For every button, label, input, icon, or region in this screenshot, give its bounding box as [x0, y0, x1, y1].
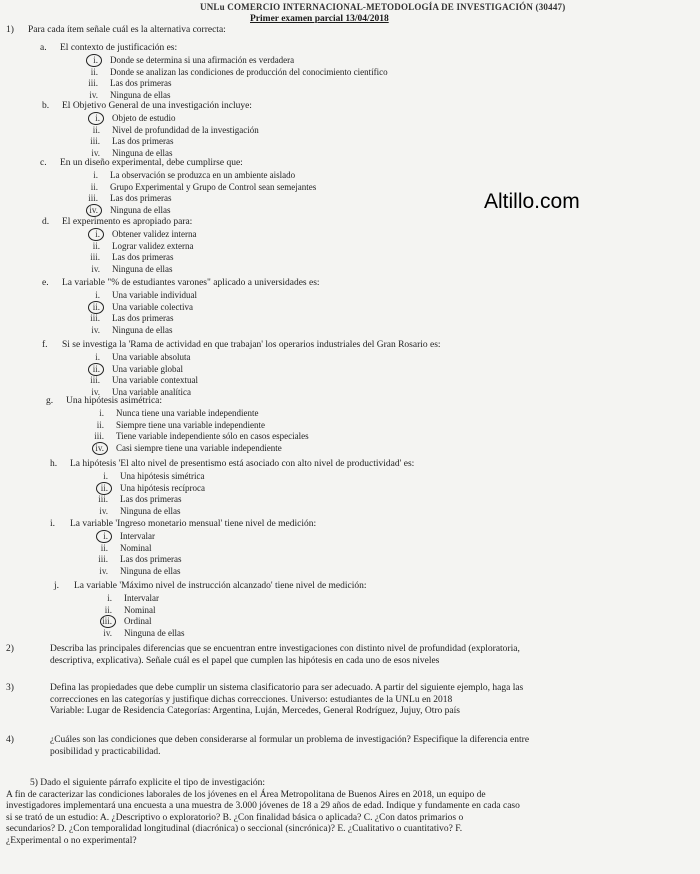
answer-mark-circle [86, 54, 102, 67]
q1-option-roman: iii. [98, 494, 108, 504]
q1-option-roman: iv. [99, 565, 108, 576]
q1-number: 1) [6, 25, 14, 35]
q1-option-roman: iii. [88, 193, 98, 203]
q1-item-stem: El contexto de justificación es: [60, 43, 178, 53]
q1-option-roman: ii. [92, 301, 100, 312]
q1-item-letter: a. [40, 43, 47, 53]
q3-text [50, 683, 690, 718]
q1-option: Las dos primeras [120, 494, 182, 504]
q1-option-roman: ii. [96, 419, 104, 430]
q5-text [6, 778, 692, 847]
q1-option-roman: i. [95, 113, 100, 123]
q3-number: 3) [6, 683, 14, 693]
q5-number: 5) [30, 778, 38, 788]
q1-option-roman: iv. [91, 263, 100, 274]
q1-option: Nivel de profundidad de la investigación [112, 124, 259, 135]
q1-option-roman: i. [95, 229, 100, 239]
q1-option-roman: ii. [90, 66, 98, 77]
q1-option: Ninguna de ellas [110, 204, 171, 215]
q1-option: Lograr validez externa [112, 240, 194, 251]
q1-option-roman: iv. [89, 204, 98, 215]
q1-item-letter: e. [42, 278, 49, 288]
q1-option: Ninguna de ellas [112, 324, 173, 335]
watermark-text: Altillo.com [484, 190, 580, 213]
answer-mark-circle [88, 228, 104, 241]
q1-option: Una variable contextual [112, 375, 198, 385]
q1-option-roman: i. [103, 471, 108, 481]
q4-text [50, 735, 690, 758]
q1-option-roman: iii. [102, 616, 112, 626]
q5-line: A fin de caracterizar las condiciones laborales de los jóvenes en el Área Metropolitana de Buenos Aires en 2018, un equipo de [6, 789, 486, 800]
answer-mark-circle [96, 530, 112, 543]
q1-option-roman: iv. [95, 442, 104, 453]
q1-option-roman: ii. [92, 363, 100, 374]
q1-option: Una variable colectiva [112, 301, 193, 312]
q5-line: investigadores implementará una encuesta a una muestra de 3.000 jóvenes de 18 a 29 años de edad. Indique y fundamente en cada caso [6, 801, 520, 811]
q1-option-roman: i. [103, 531, 108, 541]
q1-option: Nominal [124, 604, 156, 615]
q1-item-letter: f. [42, 340, 48, 350]
q1-option: Intervalar [120, 531, 155, 541]
q1-option-roman: iii. [94, 431, 104, 441]
q3-line: correcciones en las categorías y justifique dichas correcciones. Universo: estudiantes de la UNLu en 2018 [50, 694, 453, 705]
q1-option: Ninguna de ellas [120, 505, 181, 516]
q1-option: Nunca tiene una variable independiente [116, 408, 259, 418]
q1-item-stem: La variable 'Ingreso monetario mensual' tiene nivel de medición: [70, 519, 317, 529]
q1-option: Ordinal [124, 616, 152, 626]
q1-item-letter: h. [50, 459, 58, 469]
q1-option: La observación se produzca en un ambiente aislado [110, 170, 296, 180]
q1-option: Una hipótesis simétrica [120, 471, 205, 481]
q1-item-stem: El Objetivo General de una investigación incluye: [62, 101, 252, 111]
q1-option-roman: ii. [104, 604, 112, 615]
q1-option: Una variable individual [112, 290, 197, 300]
answer-mark-circle [88, 112, 104, 125]
course-header: UNLu COMERCIO INTERNACIONAL-METODOLOGÍA DE INVESTIGACIÓN (30447) [200, 2, 566, 12]
q1-option-roman: i. [93, 55, 98, 65]
answer-mark-circle [92, 442, 108, 455]
q1-option-roman: i. [95, 290, 100, 300]
q1-option-roman: iv. [91, 324, 100, 335]
q1-option-roman: iii. [98, 554, 108, 564]
q1-item-letter: g. [46, 396, 54, 406]
q1-option: Una variable global [112, 363, 183, 374]
q1-item-letter: j. [54, 581, 60, 591]
q5-first-line [6, 778, 692, 790]
q1-option-roman: iii. [90, 136, 100, 146]
q1-option-roman: iii. [90, 252, 100, 262]
q1-option: Las dos primeras [120, 554, 182, 564]
q1-option: Una hipótesis recíproca [120, 482, 205, 493]
q1-item-letter: d. [42, 217, 50, 227]
q5-line: ¿Experimental o no experimental? [6, 835, 137, 846]
q1-option: Casi siempre tiene una variable independiente [116, 442, 282, 453]
q1-option: Ninguna de ellas [112, 147, 173, 158]
q1-item-stem: En un diseño experimental, debe cumplirse que: [60, 158, 243, 168]
q1-item-letter: c. [40, 158, 47, 168]
q1-option-roman: ii. [92, 124, 100, 135]
q4-number: 4) [6, 735, 14, 745]
answer-mark-circle [86, 204, 102, 217]
q1-option-roman: iv. [103, 627, 112, 638]
q1-option: Las dos primeras [112, 313, 174, 323]
q1-option: Las dos primeras [112, 252, 174, 262]
q2-text [50, 644, 690, 667]
answer-mark-circle [100, 615, 116, 628]
q1-option: Ninguna de ellas [110, 89, 171, 100]
q1-item-letter: b. [42, 101, 50, 111]
q1-item-stem: El experimento es apropiado para: [62, 217, 193, 227]
answer-mark-circle [96, 482, 112, 495]
q1-option-roman: iii. [90, 375, 100, 385]
q1-option: Las dos primeras [112, 136, 174, 146]
q1-option: Tiene variable independiente sólo en casos especiales [116, 431, 309, 441]
q1-option-roman: iv. [91, 386, 100, 397]
q1-option: Siempre tiene una variable independiente [116, 419, 265, 430]
q4-line: ¿Cuáles son las condiciones que deben considerarse al formular un problema de investigación? Especifique la diferencia entre [50, 735, 530, 745]
q1-item-letter: i. [50, 519, 56, 529]
q1-option-roman: i. [95, 352, 100, 362]
q1-option: Objeto de estudio [112, 113, 176, 123]
q3-line: Defina las propiedades que debe cumplir un sistema clasificatorio para ser adecuado. A partir del siguiente ejemplo, haga las [50, 683, 524, 693]
q5-line: Dado el siguiente párrafo explicite el tipo de investigación: [40, 778, 266, 788]
q1-option-roman: iv. [99, 505, 108, 516]
q1-option-roman: iii. [90, 313, 100, 323]
q1-option: Una variable absoluta [112, 352, 191, 362]
q1-option: Nominal [120, 542, 152, 553]
q5-line: secundarios? D. ¿Con temporalidad longitudinal (diacrónica) o seccional (sincrónica)? E. ¿Cualitativo o cuantitativo? F. [6, 824, 463, 834]
q1-item-stem: La hipótesis 'El alto nivel de presentismo está asociado con alto nivel de productividad' es: [70, 459, 415, 469]
q1-option-roman: iv. [91, 147, 100, 158]
q1-item-stem: La variable 'Máximo nivel de instrucción alcanzado' tiene nivel de medición: [74, 581, 367, 591]
q1-item-stem: Una hipótesis asimétrica: [66, 396, 163, 406]
q1-option: Ninguna de ellas [112, 263, 173, 274]
q1-option: Obtener validez interna [112, 229, 197, 239]
q1-option-roman: i. [93, 170, 98, 180]
q1-item-stem: Si se investiga la 'Rama de actividad en que trabajan' los operarios industriales del Gran Rosario es: [62, 340, 441, 350]
q5-line: si se trató de un estudio: A. ¿Descriptivo o exploratorio? B. ¿Con finalidad básica o aplicada? C. ¿Con datos primarios o [6, 812, 464, 823]
exam-title: Primer examen parcial 13/04/2018 [250, 14, 389, 24]
q4-line: posibilidad y practicabilidad. [50, 746, 161, 757]
q1-option-roman: ii. [92, 240, 100, 251]
answer-mark-circle [88, 363, 104, 376]
q1-option-roman: ii. [90, 181, 98, 192]
q1-option: Donde se determina si una afirmación es verdadera [110, 55, 295, 65]
q1-option-roman: ii. [100, 482, 108, 493]
q1-item-stem: La variable "% de estudiantes varones" aplicado a universidades es: [62, 278, 320, 288]
q2-line: descriptiva, explicativa). Señale cuál es el papel que cumplen las hipótesis en cada uno de esos niveles [50, 655, 440, 666]
q1-option: Ninguna de ellas [120, 565, 181, 576]
q1-option: Donde se analizan las condiciones de producción del conocimiento científico [110, 66, 388, 77]
answer-mark-circle [88, 301, 104, 314]
q1-option: Grupo Experimental y Grupo de Control sean semejantes [110, 181, 317, 192]
q1-option: Una variable analítica [112, 386, 191, 397]
q1-option-roman: iv. [89, 89, 98, 100]
q1-option-roman: i. [99, 408, 104, 418]
q1-intro: Para cada ítem señale cuál es la alternativa correcta: [28, 25, 226, 35]
q1-option-roman: i. [107, 593, 112, 603]
q1-option-roman: iii. [88, 78, 98, 88]
q1-option: Las dos primeras [110, 78, 172, 88]
q1-option: Las dos primeras [110, 193, 172, 203]
q1-option: Intervalar [124, 593, 159, 603]
q1-option: Ninguna de ellas [124, 627, 185, 638]
q1-option-roman: ii. [100, 542, 108, 553]
q2-number: 2) [6, 644, 14, 654]
q3-line: Variable: Lugar de Residencia Categorías: Argentina, Luján, Mercedes, General Rodríguez, Jujuy, Otro país [50, 706, 460, 716]
q2-line: Describa las principales diferencias que se encuentran entre investigaciones con distinto nivel de profundidad (exploratoria, [50, 644, 520, 654]
